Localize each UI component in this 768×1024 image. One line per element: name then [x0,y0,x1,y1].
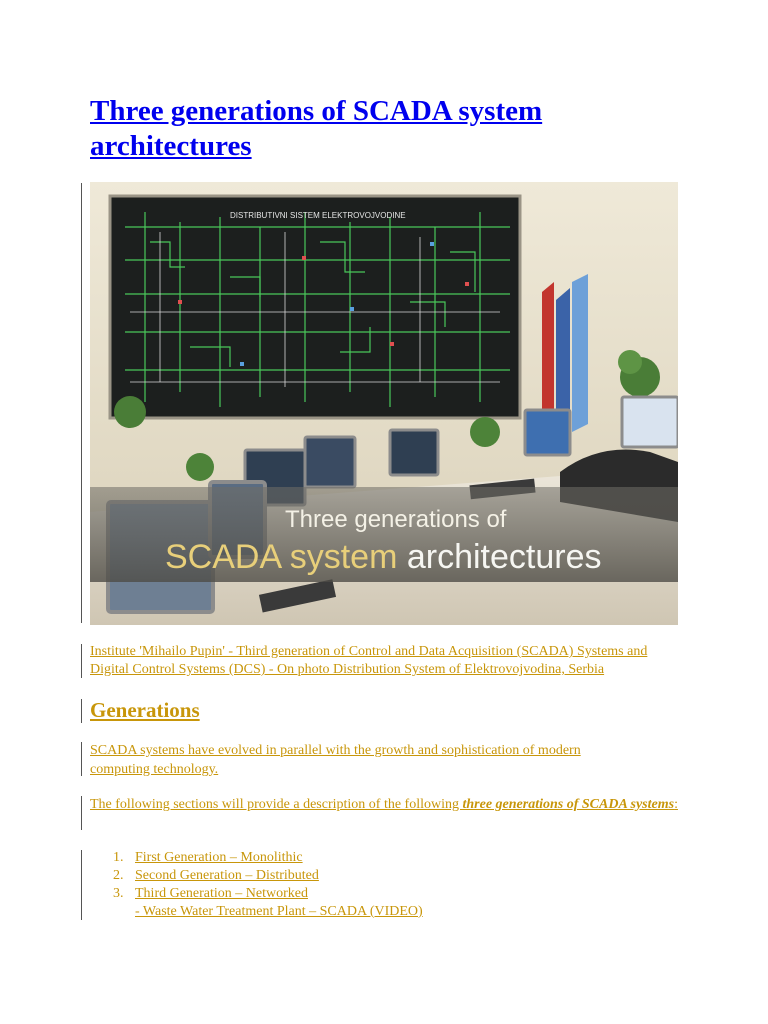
intro-paragraph-link[interactable]: SCADA systems have evolved in parallel with the growth and sophistication of modern computing technology. [90,743,581,777]
generations-list [113,849,423,921]
video-link[interactable]: - Waste Water Treatment Plant – SCADA (VIDEO) [135,904,423,919]
quote-bar [81,850,82,920]
overlay-line-1: Three generations of [285,506,507,533]
overlay-line-2: SCADA system architectures [165,538,602,576]
quote-bar [81,699,82,723]
quote-bar [81,796,82,830]
section-heading-generations[interactable]: Generations [90,698,200,722]
control-room-photo [90,182,678,625]
quote-bar [81,644,82,678]
lead-paragraph-link[interactable]: The following sections will provide a description of the following three generations of SCADA systems: [90,797,678,812]
emphasis-three-generations: three generations of SCADA systems [462,797,675,812]
quote-bar [81,183,82,623]
quote-bar [81,742,82,776]
hero-image [90,182,678,625]
mimic-board-title: DISTRIBUTIVNI SISTEM ELEKTROVOJVODINE [230,211,406,220]
list-item[interactable]: 1. First Generation – Monolithic [113,850,303,865]
image-caption-link[interactable]: Institute 'Mihailo Pupin' - Third generation of Control and Data Acquisition (SCADA) Systems and Digital Control Systems (DCS) - On photo Distribution System of Elektrovojvodina, Serbia [90,644,648,677]
list-item[interactable]: 2. Second Generation – Distributed [113,868,319,883]
list-item[interactable]: 3. Third Generation – Networked [113,886,308,901]
page-title[interactable]: Three generations of SCADA system architectures [90,95,543,162]
